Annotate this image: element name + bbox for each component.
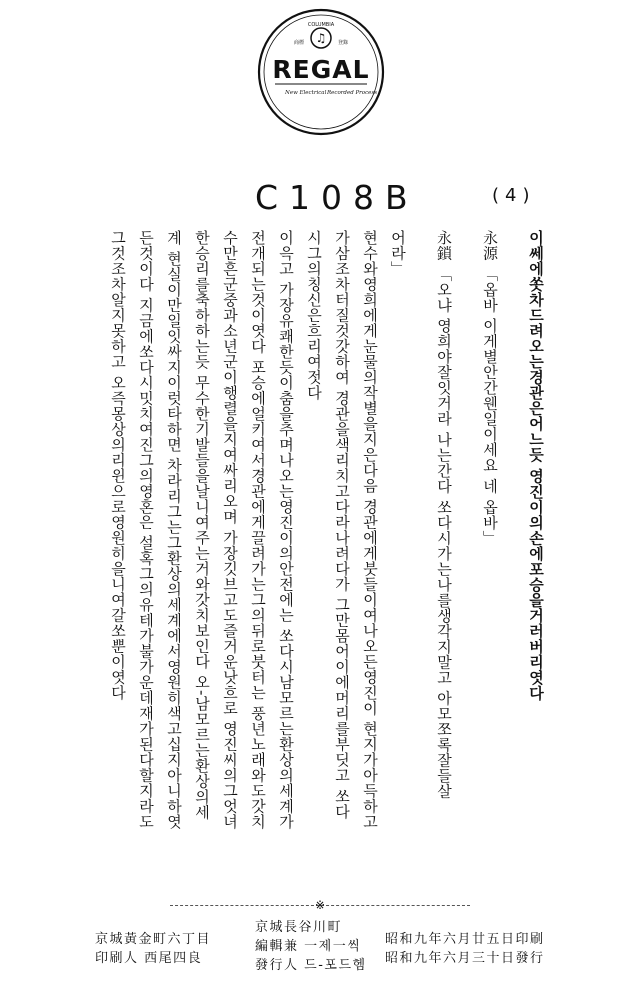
colophon-printer: 京城黃金町六丁目 印刷人 西尾四良 [95, 932, 212, 966]
ornament-icon: ※ [315, 898, 326, 912]
narration-line: 가삼조차터질것갓하여 경관을색리치고다라나려다가 그만몸어이에머리를부딧고 쏘다 [333, 230, 351, 820]
end-mark [0, 230, 104, 870]
svg-text:♫: ♫ [315, 31, 327, 45]
speaker-label: 永源 [481, 230, 499, 261]
record-number: C108B [255, 178, 419, 217]
colophon-publisher: 京城長谷川町 編輯兼 一제一씩 發行人 드-포드헴 [255, 920, 367, 973]
logo-line2: Recorded Process [327, 90, 378, 96]
narration-line: 시그의칭신은흐리여젓다 [305, 230, 323, 401]
page-number: (4) [492, 185, 536, 206]
narration-line: 든것이다 지금에쏘다시밋치여진그의영혼은 설혹그의유테가불가운데재가된다할지라도 [137, 230, 155, 830]
regal-logo [257, 8, 385, 136]
logo-mark-right: 登錄 [337, 40, 349, 46]
lyrics-body [109, 230, 550, 870]
narration-line: 이윽고 가장유쾌한듯이춤을추며나오는영진이의안전에는 쏘다시남모르는환상의세계가 [277, 230, 295, 830]
narration-line: 한승리를축하하는듯 무수한기발들을날니여주는거와갓치보인다 오-남모르는환상의세 [193, 230, 211, 820]
narration-line: 이쎄에쏫차드려오는경관은어느듯 영진이의손에포승을거러버리엿다 [527, 230, 545, 701]
speaker-label: 永鎖 [435, 230, 453, 261]
narration-line: 계 현실이만일잇싸지이럿타하면 차라리그는그환상의세계에서영원히색고십지아니하엿 [165, 230, 183, 830]
logo-line1: New Electrical [285, 90, 327, 96]
logo-badge: COLUMBIA [307, 22, 335, 28]
logo-mark-left: 商標 [293, 40, 305, 46]
dialogue-line: 어라」 [389, 230, 407, 277]
dialogue-line: 永鎖 「오냐 영희야잘잇거라 나는간다 쏘다시가는나를생각지말고 아모쪼록잘들살 [435, 230, 453, 799]
narration-line: 그것조차알지못하고 오즉몽상의리윈으로영원히을니여갈쏘뿐이엿다 [109, 230, 127, 701]
narration-line: 전개되는것이엿다 포승에얼키여서경관에게끌려가는그의뒤로붓터는 풍년노래와도갓치 [249, 230, 267, 830]
narration-line: 현수와영희에게눈물의작별을지은다음 경관에게붓들이여나오든영진이 현지가아득하고 [361, 230, 379, 830]
narration-line: 수만흔군중과소년군이행렬을지여싸리오며 가장깃브고도즐거운낫흐로 영진씨의그엇녀 [221, 230, 239, 830]
dialogue-line: 永源 「옵바 이게별안간웬일이세요 네 옵바」 [481, 230, 499, 546]
colophon-dates: 昭和九年六月廿五日印刷 昭和九年六月三十日發行 [385, 932, 545, 966]
logo-brand: REGAL [272, 55, 370, 84]
